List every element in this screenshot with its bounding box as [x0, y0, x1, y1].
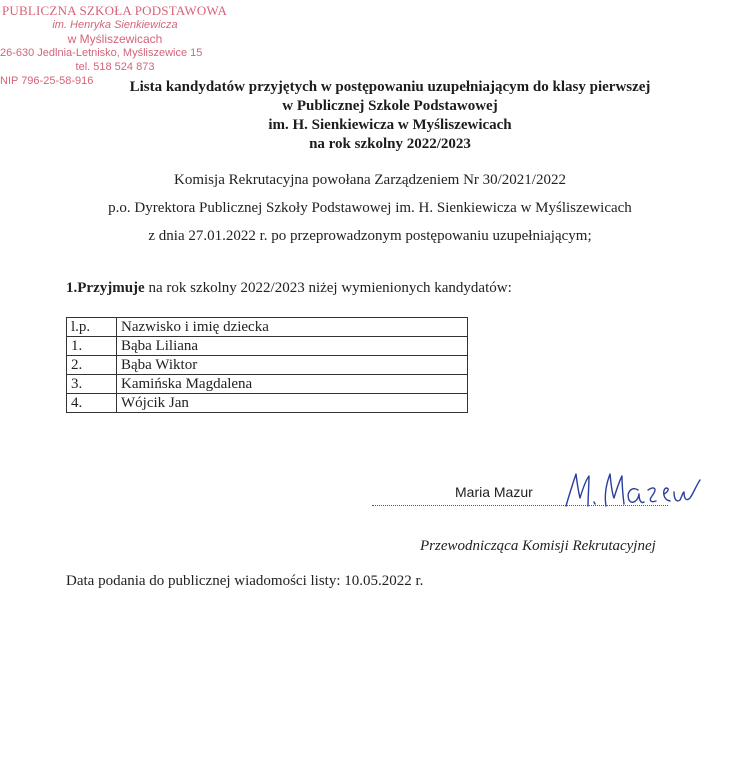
school-stamp [0, 4, 230, 88]
intro-line: z dnia 27.01.2022 r. po przeprowadzonym postępowaniu uzupełniającym; [148, 228, 592, 244]
cell-name: Bąba Liliana [117, 337, 468, 356]
table-row [67, 337, 468, 356]
table-header-row [67, 318, 468, 337]
cell-lp: 2. [67, 356, 117, 375]
intro-line: Komisja Rekrutacyjna powołana Zarządzeniem Nr 30/2021/2022 [174, 172, 566, 188]
cell-lp: 4. [67, 394, 117, 413]
stamp-line: im. Henryka Sienkiewicza [52, 19, 178, 31]
table-row [67, 356, 468, 375]
title-line: na rok szkolny 2022/2023 [309, 136, 471, 152]
stamp-line: NIP 796-25-58-916 [0, 75, 94, 87]
document-title [80, 78, 700, 154]
title-line: w Publicznej Szkole Podstawowej [282, 98, 498, 114]
signature-line [372, 505, 668, 506]
stamp-line: tel. 518 524 873 [75, 61, 155, 73]
title-line: Lista kandydatów przyjętych w postępowaniu uzupełniającym do klasy pierwszej [129, 79, 651, 95]
title-line: im. H. Sienkiewicza w Myśliszewicach [268, 117, 512, 133]
header-cell-name: Nazwisko i imię dziecka [117, 318, 468, 337]
stamp-line: PUBLICZNA SZKOŁA PODSTAWOWA [2, 3, 228, 18]
header-cell-lp: l.p. [67, 318, 117, 337]
intro-line: p.o. Dyrektora Publicznej Szkoły Podstawowej im. H. Sienkiewicza w Myśliszewicach [108, 200, 632, 216]
stamp-line: 26-630 Jedlnia-Letnisko, Myśliszewice 15 [0, 47, 203, 59]
decision-label: 1.Przyjmuje [66, 280, 145, 296]
signatory-role: Przewodnicząca Komisji Rekrutacyjnej [420, 538, 656, 554]
cell-lp: 1. [67, 337, 117, 356]
handwritten-signature [560, 468, 715, 513]
cell-lp: 3. [67, 375, 117, 394]
publication-date: Data podania do publicznej wiadomości listy: 10.05.2022 r. [66, 573, 424, 589]
cell-name: Bąba Wiktor [117, 356, 468, 375]
cell-name: Wójcik Jan [117, 394, 468, 413]
table-row [67, 394, 468, 413]
decision-statement [66, 280, 512, 297]
candidates-table [66, 317, 468, 413]
cell-name: Kamińska Magdalena [117, 375, 468, 394]
decision-text: na rok szkolny 2022/2023 niżej wymienionych kandydatów: [144, 280, 512, 296]
stamp-line: w Myśliszewicach [67, 32, 163, 46]
signatory-name: Maria Mazur [455, 484, 533, 500]
table-row [67, 375, 468, 394]
